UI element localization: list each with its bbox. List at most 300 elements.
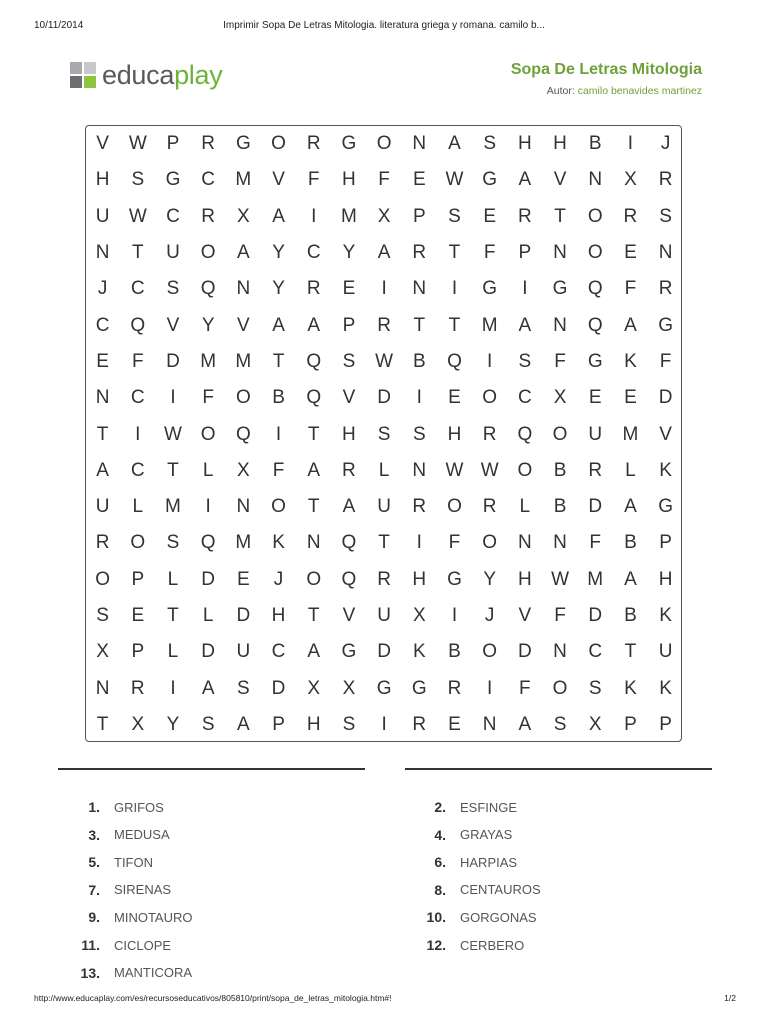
grid-cell[interactable]: S (237, 677, 250, 699)
grid-cell[interactable]: J (97, 278, 108, 300)
grid-row (85, 380, 685, 416)
grid-cell[interactable]: T (624, 641, 637, 663)
grid-cell[interactable]: O (482, 532, 498, 554)
grid-cell[interactable]: Q (306, 387, 322, 409)
grid-cell[interactable]: F (589, 532, 602, 554)
grid-cell[interactable]: X (342, 677, 356, 699)
grid-cell[interactable]: A (448, 133, 461, 155)
grid-cell[interactable]: T (554, 205, 566, 227)
grid-cell[interactable]: S (659, 205, 672, 227)
grid-cell[interactable]: S (412, 423, 426, 445)
grid-cell[interactable]: X (96, 641, 109, 663)
grid-cell[interactable]: R (201, 205, 216, 227)
grid-cell[interactable]: S (201, 713, 215, 735)
grid-cell[interactable]: U (588, 423, 603, 445)
grid-cell[interactable]: O (200, 423, 216, 445)
grid-cell[interactable]: M (481, 314, 498, 336)
grid-cell[interactable]: F (448, 532, 461, 554)
grid-cell[interactable]: H (95, 169, 110, 191)
grid-cell[interactable]: W (375, 350, 394, 372)
grid-cell[interactable]: H (447, 423, 462, 445)
grid-cell[interactable]: C (130, 387, 145, 409)
grid-cell[interactable]: N (236, 496, 251, 518)
grid-cell[interactable]: C (588, 641, 603, 663)
grid-cell[interactable]: F (272, 459, 285, 481)
grid-cell[interactable]: S (342, 713, 356, 735)
grid-cell[interactable]: R (95, 532, 110, 554)
grid-cell[interactable]: N (658, 242, 673, 264)
grid-cell[interactable]: N (553, 641, 567, 663)
grid-cell[interactable]: G (658, 314, 673, 336)
grid-cell[interactable]: I (170, 677, 176, 699)
grid-cell[interactable]: I (451, 605, 458, 626)
grid-cell[interactable]: J (273, 568, 284, 590)
grid-cell[interactable]: T (96, 423, 109, 445)
grid-cell[interactable]: U (658, 641, 673, 663)
grid-cell[interactable]: X (588, 713, 602, 735)
grid-cell[interactable]: C (95, 314, 110, 336)
grid-cell[interactable]: N (236, 278, 251, 300)
grid-cell[interactable]: Y (166, 713, 180, 735)
grid-cell[interactable]: V (342, 605, 356, 626)
grid-cell[interactable]: S (342, 350, 356, 372)
grid-cell[interactable]: T (307, 423, 320, 445)
grid-cell[interactable]: T (307, 605, 320, 626)
grid-cell[interactable]: W (128, 205, 147, 227)
grid-cell[interactable]: T (96, 713, 109, 735)
grid-cell[interactable]: O (482, 387, 498, 409)
grid-cell[interactable]: R (342, 459, 356, 481)
grid-cell[interactable]: I (627, 133, 634, 155)
grid-cell[interactable]: U (166, 242, 180, 264)
grid-cell[interactable]: O (376, 133, 392, 155)
grid-cell[interactable]: O (271, 496, 286, 518)
grid-cell[interactable]: T (167, 459, 179, 481)
grid-cell[interactable]: D (236, 605, 251, 626)
grid-cell[interactable]: O (130, 532, 146, 554)
grid-cell[interactable]: F (659, 350, 672, 372)
grid-cell[interactable]: C (130, 459, 145, 481)
grid-cell[interactable]: I (205, 496, 211, 518)
grid-cell[interactable]: F (554, 350, 566, 372)
grid-cell[interactable]: U (236, 641, 251, 663)
grid-cell[interactable]: S (166, 532, 180, 554)
grid-cell[interactable]: D (201, 568, 216, 590)
grid-cell[interactable]: A (237, 713, 250, 735)
grid-cell[interactable]: D (658, 387, 673, 409)
grid-cell[interactable]: M (165, 496, 181, 518)
grid-cell[interactable]: M (235, 169, 252, 191)
grid-cell[interactable]: O (482, 641, 498, 663)
grid-cell[interactable]: E (483, 205, 496, 227)
grid-cell[interactable]: T (167, 605, 179, 626)
grid-cell[interactable]: L (202, 605, 214, 626)
grid-cell[interactable]: G (658, 496, 673, 518)
grid-cell[interactable]: J (660, 133, 671, 155)
grid-cell[interactable]: S (448, 205, 461, 227)
grid-cell[interactable]: H (271, 605, 286, 626)
grid-cell[interactable]: X (131, 713, 145, 735)
grid-cell[interactable]: E (237, 568, 250, 590)
grid-cell[interactable]: C (130, 278, 145, 300)
grid-cell[interactable]: R (658, 278, 673, 300)
grid-cell[interactable]: H (412, 568, 427, 590)
grid-cell[interactable]: K (659, 677, 672, 699)
grid-cell[interactable]: Q (235, 423, 251, 445)
grid-cell[interactable]: I (416, 532, 422, 554)
grid-cell[interactable]: L (378, 459, 390, 481)
grid-cell[interactable]: X (237, 205, 250, 227)
grid-cell[interactable]: E (624, 387, 637, 409)
grid-cell[interactable]: Q (341, 568, 357, 590)
grid-cell[interactable]: H (517, 133, 532, 155)
grid-cell[interactable]: G (376, 677, 392, 699)
grid-cell[interactable]: C (517, 387, 532, 409)
grid-cell[interactable]: A (518, 713, 532, 735)
grid-cell[interactable]: O (95, 568, 110, 590)
grid-cell[interactable]: Q (130, 314, 146, 336)
grid-cell[interactable]: N (412, 459, 427, 481)
grid-cell[interactable]: H (517, 568, 532, 590)
grid-cell[interactable]: V (518, 605, 532, 626)
grid-cell[interactable]: E (588, 387, 602, 409)
grid-cell[interactable]: J (484, 605, 495, 626)
grid-cell[interactable]: N (95, 242, 110, 264)
grid-cell[interactable]: K (272, 532, 285, 554)
grid-cell[interactable]: Y (342, 242, 356, 264)
word-number: 3. (88, 826, 100, 843)
grid-cell[interactable]: D (377, 641, 391, 663)
grid-cell[interactable]: L (519, 496, 531, 518)
grid-cell[interactable]: D (377, 387, 391, 409)
grid-cell[interactable]: A (272, 314, 285, 336)
grid-cell[interactable]: Q (306, 350, 322, 372)
grid-cell[interactable]: O (587, 205, 603, 227)
grid-cell[interactable]: C (306, 242, 321, 264)
grid-cell[interactable]: O (517, 459, 533, 481)
grid-cell[interactable]: V (659, 423, 672, 445)
grid-cell[interactable]: X (624, 169, 637, 191)
grid-cell[interactable]: P (624, 713, 637, 735)
grid-cell[interactable]: L (167, 568, 179, 590)
grid-cell[interactable]: L (167, 641, 179, 663)
grid-cell[interactable]: S (588, 677, 602, 699)
grid-cell[interactable]: U (95, 205, 110, 227)
grid-cell[interactable]: B (553, 496, 567, 518)
grid-cell[interactable]: E (412, 169, 426, 191)
grid-cell[interactable]: G (552, 278, 568, 300)
grid-cell[interactable]: A (272, 205, 285, 227)
grid-cell[interactable]: R (412, 713, 427, 735)
grid-cell[interactable]: R (306, 278, 321, 300)
grid-cell[interactable]: R (412, 242, 427, 264)
grid-cell[interactable]: U (377, 496, 391, 518)
grid-cell[interactable]: M (200, 350, 217, 372)
author-name[interactable]: camilo benavides martinez (577, 85, 702, 97)
grid-cell[interactable]: G (447, 568, 462, 590)
grid-cell[interactable]: L (202, 459, 214, 481)
grid-cell[interactable]: X (553, 387, 567, 409)
grid-cell[interactable]: X (412, 605, 426, 626)
grid-cell[interactable]: H (342, 423, 356, 445)
grid-cell[interactable]: X (377, 205, 391, 227)
grid-cell[interactable]: R (658, 169, 673, 191)
grid-cell[interactable]: C (201, 169, 216, 191)
grid-cell[interactable]: M (587, 568, 604, 590)
grid-cell[interactable]: G (482, 169, 498, 191)
grid-cell[interactable]: C (271, 641, 286, 663)
grid-cell[interactable]: I (135, 423, 141, 445)
grid-cell[interactable]: Q (447, 350, 462, 372)
grid-cell[interactable]: P (412, 205, 426, 227)
grid-cell[interactable]: P (659, 713, 672, 735)
grid-cell[interactable]: V (166, 314, 180, 336)
grid-cell[interactable]: A (201, 677, 215, 699)
grid-cell[interactable]: R (377, 314, 391, 336)
grid-cell[interactable]: P (166, 133, 180, 155)
grid-cell[interactable]: D (271, 677, 286, 699)
grid-cell[interactable]: I (522, 278, 528, 300)
grid-cell[interactable]: W (164, 423, 182, 445)
grid-cell[interactable]: T (307, 496, 320, 518)
grid-row (85, 562, 685, 598)
grid-cell[interactable]: N (306, 532, 321, 554)
grid-cell[interactable]: A (342, 496, 356, 518)
grid-cell[interactable]: E (96, 350, 109, 372)
grid-cell[interactable]: I (487, 350, 493, 372)
grid-cell[interactable]: A (307, 459, 321, 481)
document-title: Sopa De Letras Mitologia (510, 61, 702, 78)
grid-cell[interactable]: I (381, 278, 387, 300)
grid-cell[interactable]: Q (587, 278, 603, 300)
grid-cell[interactable]: R (623, 205, 638, 227)
grid-cell[interactable]: T (131, 242, 144, 264)
grid-cell[interactable]: Q (341, 532, 357, 554)
grid-cell[interactable]: O (587, 242, 603, 264)
grid-cell[interactable]: G (411, 677, 427, 699)
grid-cell[interactable]: N (553, 532, 567, 554)
grid-cell[interactable]: P (518, 242, 532, 264)
grid-cell[interactable]: A (518, 169, 532, 191)
grid-cell[interactable]: H (553, 133, 567, 155)
grid-cell[interactable]: W (445, 169, 464, 191)
grid-cell[interactable]: M (340, 205, 357, 227)
grid-cell[interactable]: A (237, 242, 250, 264)
grid-cell[interactable]: E (131, 605, 145, 626)
grid-cell[interactable]: L (625, 459, 636, 481)
grid-cell[interactable]: P (131, 568, 145, 590)
grid-cell[interactable]: A (307, 641, 321, 663)
grid-cell[interactable]: B (588, 133, 602, 155)
grid-cell[interactable]: Q (200, 532, 216, 554)
grid-cell[interactable]: N (588, 169, 603, 191)
grid-cell[interactable]: N (95, 387, 110, 409)
grid-cell[interactable]: F (554, 605, 566, 626)
grid-cell[interactable]: A (307, 314, 321, 336)
grid-cell[interactable]: N (95, 677, 110, 699)
grid-cell[interactable]: P (131, 641, 145, 663)
grid-cell[interactable]: A (624, 314, 637, 336)
grid-cell[interactable]: D (166, 350, 180, 372)
educaplay-logo[interactable] (70, 61, 222, 89)
grid-cell[interactable]: G (235, 133, 251, 155)
grid-cell[interactable]: Q (200, 278, 216, 300)
grid-cell[interactable]: S (518, 350, 532, 372)
grid-cell[interactable]: W (128, 133, 147, 155)
grid-cell[interactable]: O (200, 242, 216, 264)
grid-cell[interactable]: I (381, 713, 387, 735)
grid-cell[interactable]: D (588, 496, 603, 518)
grid-cell[interactable]: V (342, 387, 356, 409)
grid-cell[interactable]: I (487, 677, 493, 699)
grid-cell[interactable]: D (517, 641, 532, 663)
grid-cell[interactable]: D (588, 605, 603, 626)
grid-cell[interactable]: U (377, 605, 391, 626)
grid-cell[interactable]: A (624, 568, 637, 590)
grid-cell[interactable]: I (311, 205, 317, 227)
grid-cell[interactable]: G (341, 641, 357, 663)
grid-cell[interactable]: S (377, 423, 391, 445)
grid-cell[interactable]: Y (201, 314, 215, 336)
grid-cell[interactable]: E (342, 278, 356, 300)
grid-cell[interactable]: I (416, 387, 422, 409)
grid-cell[interactable]: F (624, 278, 637, 300)
grid-cell[interactable]: T (378, 532, 390, 554)
grid-cell[interactable]: N (553, 314, 567, 336)
grid-cell[interactable]: S (553, 713, 567, 735)
grid-cell[interactable]: B (448, 641, 461, 663)
grid-cell[interactable]: G (587, 350, 603, 372)
grid-cell[interactable]: O (552, 423, 568, 445)
grid-cell[interactable]: I (451, 278, 458, 300)
grid-cell[interactable]: R (482, 496, 497, 518)
grid-cell[interactable]: O (447, 496, 462, 518)
grid-cell[interactable]: T (413, 314, 426, 336)
grid-cell[interactable]: O (552, 677, 568, 699)
word-list-item (60, 933, 171, 957)
grid-cell[interactable]: A (377, 242, 391, 264)
grid-cell[interactable]: G (165, 169, 181, 191)
grid-cell[interactable]: M (235, 532, 252, 554)
grid-cell[interactable]: T (448, 314, 461, 336)
grid-cell[interactable]: N (517, 532, 532, 554)
grid-cell[interactable]: Q (587, 314, 603, 336)
grid-cell[interactable]: L (132, 496, 144, 518)
grid-cell[interactable]: F (307, 169, 320, 191)
grid-cell[interactable]: M (622, 423, 639, 445)
grid-cell[interactable]: X (307, 677, 321, 699)
grid-cell[interactable]: N (482, 713, 497, 735)
grid-cell[interactable]: E (448, 713, 461, 735)
grid-cell[interactable]: N (412, 133, 427, 155)
grid-cell[interactable]: F (483, 242, 496, 264)
grid-cell[interactable]: R (130, 677, 145, 699)
grid-cell[interactable]: M (235, 350, 252, 372)
grid-cell[interactable]: B (624, 605, 637, 626)
grid-cell[interactable]: K (659, 459, 672, 481)
grid-cell[interactable]: S (483, 133, 496, 155)
grid-cell[interactable]: R (412, 496, 427, 518)
grid-cell[interactable]: V (237, 314, 250, 336)
grid-cell[interactable]: T (448, 242, 461, 264)
grid-cell[interactable]: C (166, 205, 180, 227)
grid-cell[interactable]: R (482, 423, 497, 445)
grid-cell[interactable]: V (96, 133, 109, 155)
grid-cell[interactable]: E (448, 387, 461, 409)
grid-cell[interactable]: Q (517, 423, 533, 445)
grid-cell[interactable]: H (306, 713, 321, 735)
grid-cell[interactable]: R (447, 677, 462, 699)
grid-cell[interactable]: O (271, 133, 286, 155)
grid-cell[interactable]: R (588, 459, 603, 481)
grid-cell[interactable]: T (272, 350, 285, 372)
grid-cell[interactable]: A (624, 496, 637, 518)
grid-cell[interactable]: K (412, 641, 426, 663)
grid-cell[interactable]: K (624, 677, 637, 699)
grid-cell[interactable]: W (551, 568, 569, 590)
grid-cell[interactable]: R (517, 205, 532, 227)
grid-cell[interactable]: I (275, 423, 282, 445)
grid-cell[interactable]: F (131, 350, 144, 372)
grid-cell[interactable]: O (235, 387, 251, 409)
grid-cell[interactable]: A (96, 459, 109, 481)
word-text: GRIFOS (114, 799, 164, 815)
grid-cell[interactable]: O (306, 568, 322, 590)
grid-cell[interactable]: H (342, 169, 356, 191)
grid-cell[interactable]: R (377, 568, 391, 590)
grid-cell[interactable]: G (341, 133, 357, 155)
grid-cell[interactable]: I (170, 387, 176, 409)
grid-cell[interactable]: Y (272, 278, 285, 300)
grid-cell[interactable]: B (272, 387, 285, 409)
grid-cell[interactable]: S (131, 169, 145, 191)
grid-cell[interactable]: D (201, 641, 216, 663)
grid-cell[interactable]: U (95, 496, 110, 518)
grid-cell[interactable]: W (445, 459, 464, 481)
grid-cell[interactable]: P (659, 532, 672, 554)
grid-cell[interactable]: H (658, 568, 673, 590)
grid-cell[interactable]: X (237, 459, 250, 481)
grid-cell[interactable]: Y (272, 242, 285, 264)
grid-cell[interactable]: V (272, 169, 285, 191)
grid-cell[interactable]: V (553, 169, 567, 191)
grid-cell[interactable]: N (412, 278, 427, 300)
grid-cell[interactable]: K (624, 350, 637, 372)
grid-cell[interactable]: A (518, 314, 532, 336)
grid-cell[interactable]: W (480, 459, 499, 481)
grid-cell[interactable]: P (342, 314, 356, 336)
grid-cell[interactable]: R (306, 133, 321, 155)
grid-cell[interactable]: B (624, 532, 637, 554)
grid-cell[interactable]: P (272, 713, 285, 735)
grid-cell[interactable]: F (519, 677, 531, 699)
logo-wordmark (102, 61, 222, 89)
grid-cell[interactable]: N (553, 242, 567, 264)
print-date: 10/11/2014 (34, 20, 84, 31)
grid-cell[interactable]: R (201, 133, 216, 155)
word-text: GORGONAS (460, 909, 537, 925)
grid-cell[interactable]: K (659, 605, 672, 626)
grid-cell[interactable]: B (412, 350, 426, 372)
grid-cell[interactable]: Y (483, 568, 496, 590)
grid-cell[interactable]: F (378, 169, 390, 191)
grid-cell[interactable]: S (96, 605, 109, 626)
grid-cell[interactable]: F (202, 387, 214, 409)
grid-cell[interactable]: S (166, 278, 180, 300)
grid-cell[interactable]: E (624, 242, 637, 264)
grid-cell[interactable]: B (553, 459, 567, 481)
grid-cell[interactable]: G (482, 278, 498, 300)
